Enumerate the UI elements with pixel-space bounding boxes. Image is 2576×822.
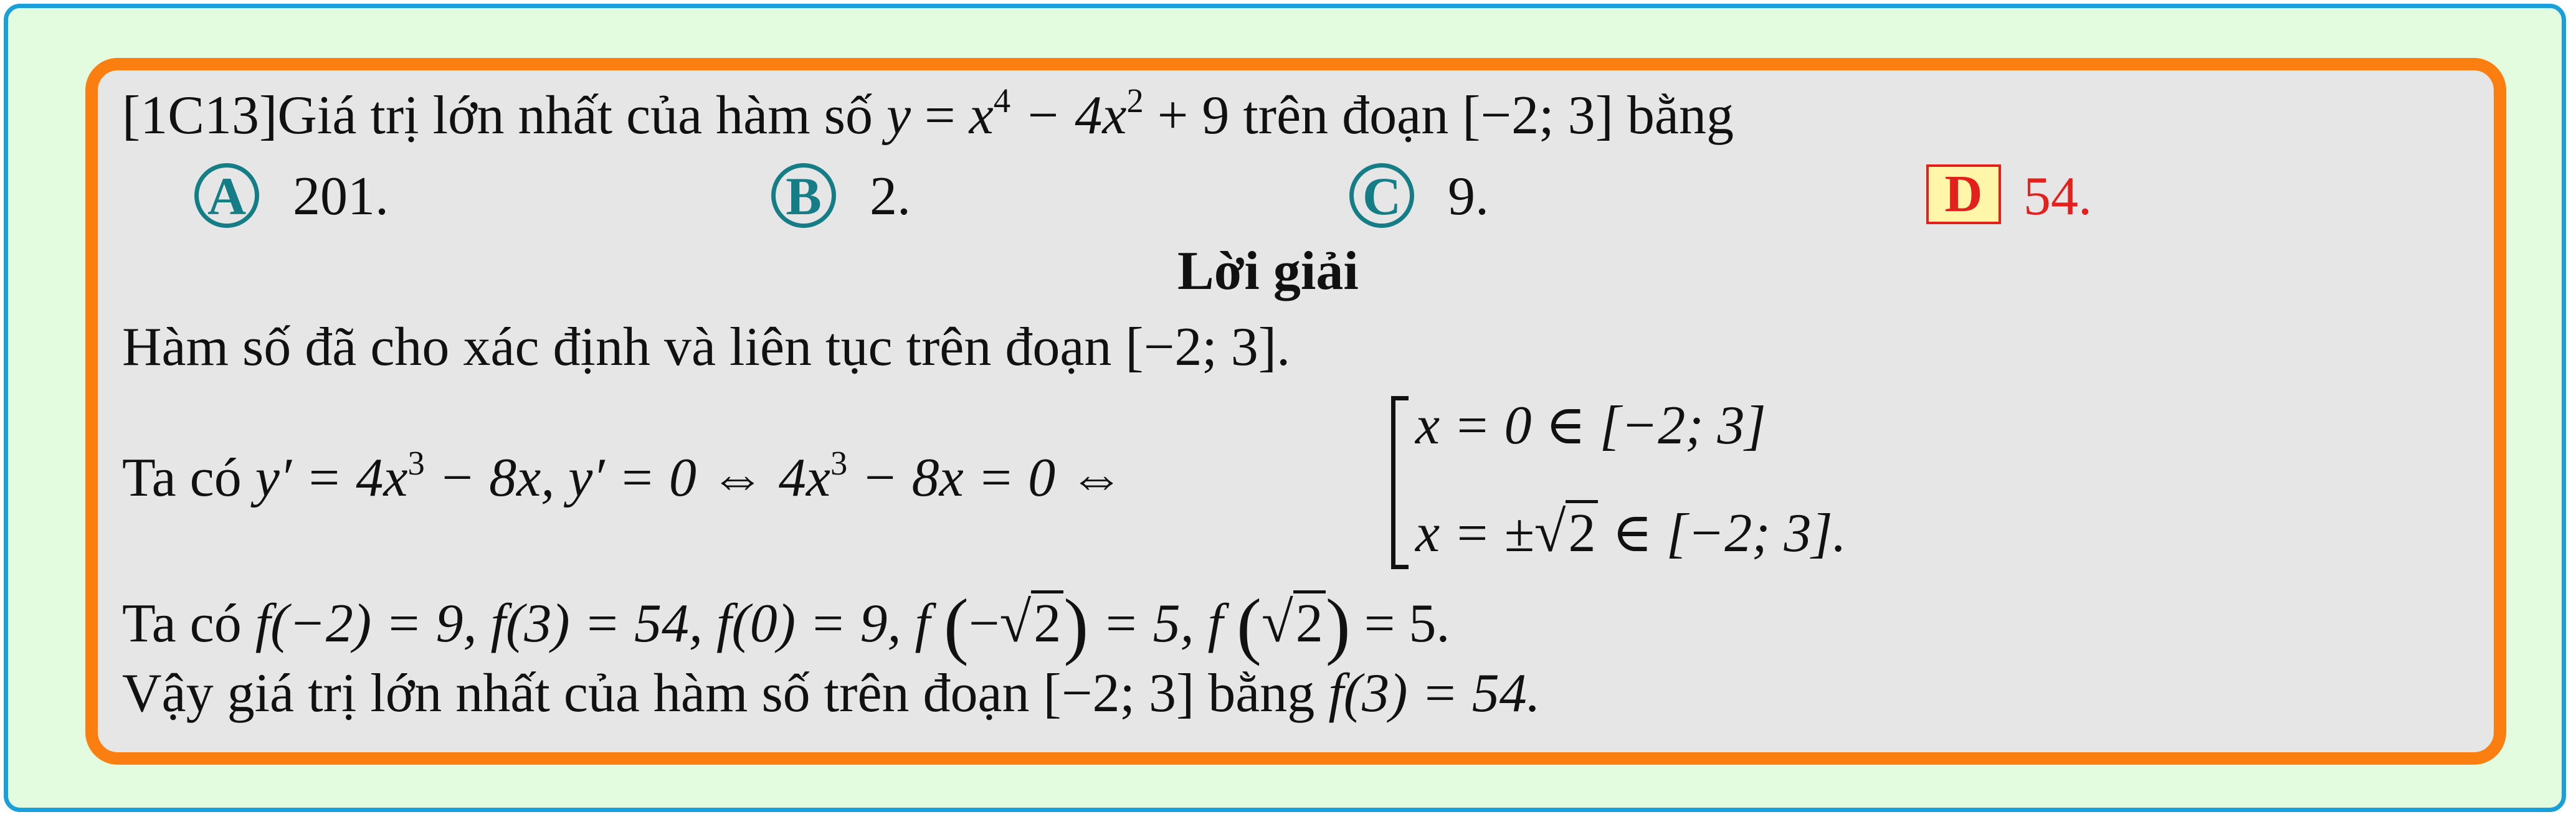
paren-close-2: ) bbox=[1325, 583, 1351, 666]
option-d-text[interactable]: 54. bbox=[2023, 166, 2092, 227]
line2-derivative: y′ = 4x bbox=[255, 448, 408, 508]
case-bracket bbox=[1391, 396, 1409, 569]
line4-result: f(3) = 54. bbox=[1328, 663, 1541, 724]
line3-mid: = 5, f bbox=[1102, 593, 1224, 654]
sqrt-2-neg-value: 2 bbox=[1031, 590, 1063, 654]
solution-line-2 bbox=[122, 444, 1124, 508]
question-text: Giá trị lớn nhất của hàm số bbox=[277, 85, 873, 146]
line3-values: f(−2) = 9, f(3) = 54, f(0) = 9, f bbox=[255, 593, 930, 654]
function-lhs: y bbox=[886, 85, 911, 146]
line2-exponent-2: 3 bbox=[830, 444, 848, 483]
question-line: [1C13]Giá trị lớn nhất của hàm số $y = x^4 - 4x^2 + 9$ trên đoạn [−2; 3] bằng bbox=[122, 82, 1734, 146]
line4-prefix: Vậy giá trị lớn nhất của hàm số trên đoạn [−2; 3] bằng bbox=[122, 663, 1315, 724]
option-c-text[interactable]: 9. bbox=[1448, 166, 1489, 227]
question-id: [1C13] bbox=[122, 85, 278, 146]
line3-prefix: Ta có bbox=[122, 593, 242, 654]
case2-rhs: ∈ [−2; 3]. bbox=[1612, 503, 1846, 564]
case-2 bbox=[1415, 500, 1846, 564]
option-a-marker[interactable]: A bbox=[194, 163, 259, 228]
solution-line-1: Hàm số đã cho xác định và liên tục trên đoạn [−2; 3]. bbox=[122, 317, 1291, 377]
paren-close-1: ) bbox=[1063, 583, 1089, 666]
case-1: x = 0 ∈ [−2; 3] bbox=[1415, 395, 1766, 456]
line2-equiv: − 8x = 0 ⇔ bbox=[861, 448, 1124, 508]
sqrt-2-pos-value: 2 bbox=[1293, 590, 1326, 654]
exponent-2: 2 bbox=[1126, 82, 1144, 120]
case2-lhs: x = ± bbox=[1415, 503, 1534, 564]
line2-prefix: Ta có bbox=[122, 448, 242, 508]
sqrt-2-neg: √2 bbox=[1000, 593, 1064, 651]
solution-title: Lời giải bbox=[1177, 241, 1359, 301]
option-d-marker[interactable]: D bbox=[1926, 164, 2001, 224]
line3-end: = 5. bbox=[1364, 593, 1450, 654]
sqrt-2-pos: √2 bbox=[1262, 593, 1326, 651]
line2-equation: − 8x, y′ = 0 ⇔ 4x bbox=[438, 448, 830, 508]
question-text-after: trên đoạn [−2; 3] bằng bbox=[1243, 85, 1734, 146]
line2-exponent-1: 3 bbox=[407, 444, 425, 483]
option-b-marker[interactable]: B bbox=[771, 163, 836, 228]
paren-open-2: ( bbox=[1237, 583, 1262, 666]
function-term-2: − 4x bbox=[1024, 85, 1127, 146]
paren-open-1: ( bbox=[943, 583, 969, 666]
option-c-marker[interactable]: C bbox=[1349, 163, 1414, 228]
option-b-text[interactable]: 2. bbox=[870, 166, 911, 227]
line3-neg: − bbox=[968, 593, 1000, 654]
function-term-1: x bbox=[969, 85, 994, 146]
solution-line-3 bbox=[122, 583, 1450, 666]
function-term-3: + 9 bbox=[1157, 85, 1230, 146]
sqrt-2-value: 2 bbox=[1566, 500, 1598, 564]
option-a-text[interactable]: 201. bbox=[293, 166, 389, 227]
exponent-4: 4 bbox=[993, 82, 1010, 120]
sqrt-2: √2 bbox=[1534, 503, 1599, 561]
solution-line-4 bbox=[122, 663, 1541, 724]
